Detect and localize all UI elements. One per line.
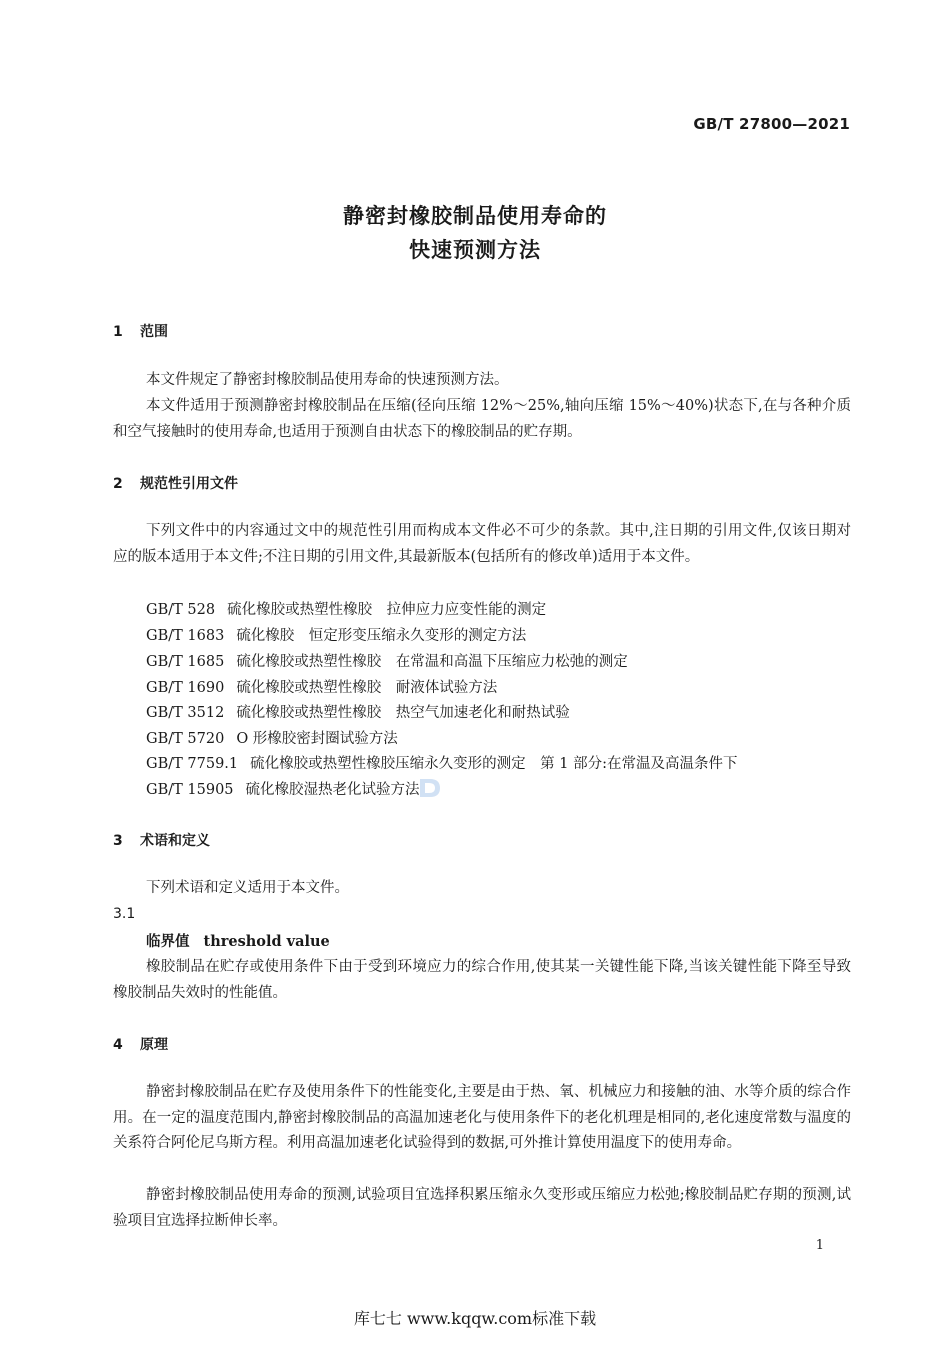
reference-code: GB/T 1685: [146, 654, 225, 670]
reference-title: 硫化橡胶或热塑性橡胶 耐液体试验方法: [236, 680, 498, 696]
reference-title: 硫化橡胶或热塑性橡胶 拉伸应力应变性能的测定: [227, 602, 547, 618]
section-title: 术语和定义: [140, 833, 210, 849]
reference-item: [146, 701, 570, 722]
section-number: 1: [113, 324, 123, 340]
footer-source-text: 库七七 www.kqqw.com标准下载: [353, 1309, 597, 1328]
reference-title: 硫化橡胶或热塑性橡胶 热空气加速老化和耐热试验: [236, 705, 570, 721]
section-1-paragraph-1: 本文件规定了静密封橡胶制品使用寿命的快速预测方法。: [146, 372, 509, 388]
term-heading: [146, 930, 330, 951]
reference-code: GB/T 5720: [146, 731, 225, 747]
document-title-line-1: 静密封橡胶制品使用寿命的: [343, 204, 607, 228]
reference-title: 硫化橡胶 恒定形变压缩永久变形的测定方法: [236, 628, 527, 644]
reference-code: GB/T 15905: [146, 782, 234, 798]
reference-item: [146, 624, 526, 645]
section-title: 原理: [140, 1037, 168, 1053]
section-2-heading: [113, 473, 238, 493]
term-definition: 橡胶制品在贮存或使用条件下由于受到环境应力的综合作用,使其某一关键性能下降,当该关键性能下降至导致橡胶制品失效时的性能值。: [113, 959, 851, 1001]
reference-code: GB/T 528: [146, 602, 216, 618]
document-title-line-2: 快速预测方法: [409, 238, 541, 262]
section-number: 2: [113, 476, 123, 492]
reference-title: 硫化橡胶或热塑性橡胶压缩永久变形的测定 第 1 部分:在常温及高温条件下: [250, 756, 738, 772]
reference-title: 硫化橡胶湿热老化试验方法: [245, 782, 420, 798]
term-number: 3.1: [113, 906, 136, 922]
section-title: 范围: [140, 324, 168, 340]
reference-code: GB/T 7759.1: [146, 756, 239, 772]
section-1-heading: [113, 321, 168, 341]
section-number: 3: [113, 833, 123, 849]
reference-item: [146, 778, 420, 799]
section-4-paragraph-1: 静密封橡胶制品在贮存及使用条件下的性能变化,主要是由于热、氧、机械应力和接触的油、水等介质的综合作用。在一定的温度范围内,静密封橡胶制品的高温加速老化与使用条件下的老化机理是相同的,老化速度常数与温度的关系符合阿伦尼乌斯方程。利用高温加速老化试验得到的数据,可外推计算使用温度下的使用寿命。: [113, 1084, 851, 1151]
section-title: 规范性引用文件: [140, 476, 238, 492]
reference-item: [146, 727, 398, 748]
reference-item: [146, 752, 737, 773]
reference-item: [146, 598, 546, 619]
page-number: 1: [815, 1238, 824, 1253]
section-1-paragraph-2: 本文件适用于预测静密封橡胶制品在压缩(径向压缩 12%～25%,轴向压缩 15%～40%)状态下,在与各种介质和空气接触时的使用寿命,也适用于预测自由状态下的橡胶制品的贮存期。: [113, 398, 851, 440]
section-4-paragraph-2: 静密封橡胶制品使用寿命的预测,试验项目宜选择积累压缩永久变形或压缩应力松弛;橡胶制品贮存期的预测,试验项目宜选择拉断伸长率。: [113, 1187, 851, 1229]
reference-code: GB/T 1690: [146, 680, 225, 696]
reference-title: 硫化橡胶或热塑性橡胶 在常温和高温下压缩应力松弛的测定: [236, 654, 628, 670]
reference-code: GB/T 3512: [146, 705, 225, 721]
section-3-heading: [113, 830, 210, 850]
reference-item: [146, 676, 497, 697]
reference-code: GB/T 1683: [146, 628, 225, 644]
term-chinese: 临界值: [146, 933, 190, 950]
watermark-mark: [416, 777, 442, 799]
standard-code: GB/T 27800—2021: [693, 115, 850, 133]
section-2-paragraph-1: 下列文件中的内容通过文中的规范性引用而构成本文件必不可少的条款。其中,注日期的引用文件,仅该日期对应的版本适用于本文件;不注日期的引用文件,其最新版本(包括所有的修改单)适用于本文件。: [113, 523, 851, 565]
section-3-paragraph-1: 下列术语和定义适用于本文件。: [146, 880, 349, 896]
reference-title: O 形橡胶密封圈试验方法: [236, 731, 398, 747]
section-number: 4: [113, 1037, 123, 1053]
term-english: threshold value: [203, 933, 330, 950]
reference-item: [146, 650, 628, 671]
section-4-heading: [113, 1034, 168, 1054]
